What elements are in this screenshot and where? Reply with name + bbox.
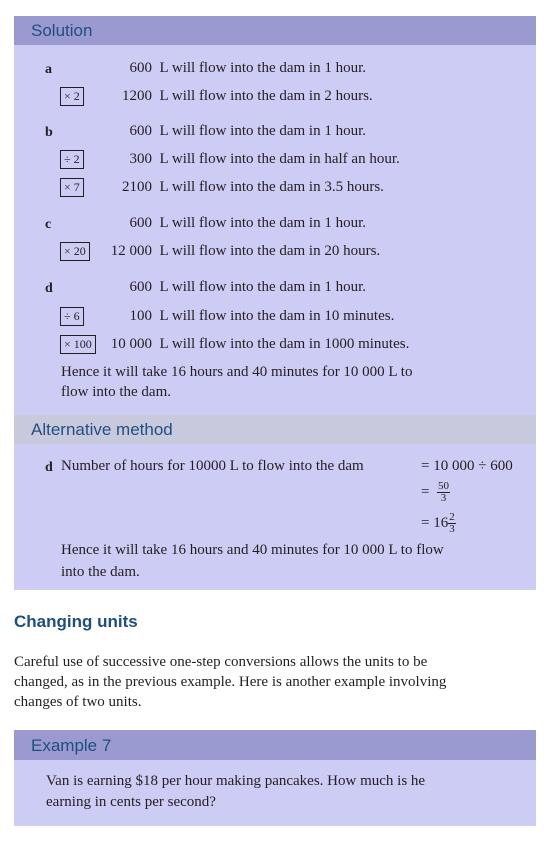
part-d-line-3: 10 000 L will flow into the dam in 1000 minutes. <box>110 336 410 352</box>
part-b-label: b <box>45 125 53 140</box>
part-d-label: d <box>45 281 53 296</box>
alt-conclusion-2: into the dam. <box>61 564 140 580</box>
solution-title: Solution <box>31 21 93 40</box>
op-box: × 2 <box>60 87 84 106</box>
op-box: × 7 <box>60 178 84 197</box>
example-title: Example 7 <box>31 736 112 755</box>
part-c-label: c <box>45 217 52 232</box>
part-c-line-2: 12 000 L will flow into the dam in 20 hours. <box>110 243 381 259</box>
example-panel <box>14 760 536 826</box>
alt-d-label: d <box>45 460 53 475</box>
section-title: Changing units <box>14 612 138 631</box>
alt-eq-1: = 10 000 ÷ 600 <box>421 458 513 474</box>
alt-conclusion-1: Hence it will take 16 hours and 40 minutes for 10 000 L to flow <box>61 542 444 558</box>
part-c-line-1: 600 L will flow into the dam in 1 hour. <box>129 215 367 231</box>
alt-lhs: Number of hours for 10000 L to flow into the dam <box>61 458 364 474</box>
part-d-conclusion-2: flow into the dam. <box>61 384 171 400</box>
part-d-line-2: 100 L will flow into the dam in 10 minutes. <box>129 308 395 324</box>
example-line-1: Van is earning $18 per hour making pancakes. How much is he <box>46 773 426 789</box>
alt-eq-3: = 16 $\frac{2}{3}$ <box>421 511 455 535</box>
op-box: × 100 <box>60 335 96 354</box>
part-d-line-1: 600 L will flow into the dam in 1 hour. <box>129 279 367 295</box>
fraction-2-3: $\frac{2}{3}$ <box>449 511 455 535</box>
op-box: × 20 <box>60 242 90 261</box>
part-b-line-2: 300 L will flow into the dam in half an hour. <box>129 151 400 167</box>
part-a-line-1: 600 L will flow into the dam in 1 hour. <box>129 60 367 76</box>
example-line-2: earning in cents per second? <box>46 794 216 810</box>
section-paragraph: Careful use of successive one-step conversions allows the units to be changed, as in the previous example. Here is another example involving changes of two units. <box>14 654 447 710</box>
part-a-label: a <box>45 62 52 77</box>
alternative-title: Alternative method <box>31 420 173 439</box>
part-a-line-2: 1200 L will flow into the dam in 2 hours. <box>122 88 373 104</box>
part-d-conclusion-1: Hence it will take 16 hours and 40 minutes for 10 000 L to <box>61 364 413 380</box>
op-box: ÷ 6 <box>60 307 84 326</box>
part-b-line-3: 2100 L will flow into the dam in 3.5 hours. <box>122 179 384 195</box>
fraction-50-3: $\frac{50}{3}$ <box>437 480 449 504</box>
op-box: ÷ 2 <box>60 150 84 169</box>
alt-eq-2: = $\frac{50}{3}$ <box>421 480 449 504</box>
part-b-line-1: 600 L will flow into the dam in 1 hour. <box>129 123 367 139</box>
